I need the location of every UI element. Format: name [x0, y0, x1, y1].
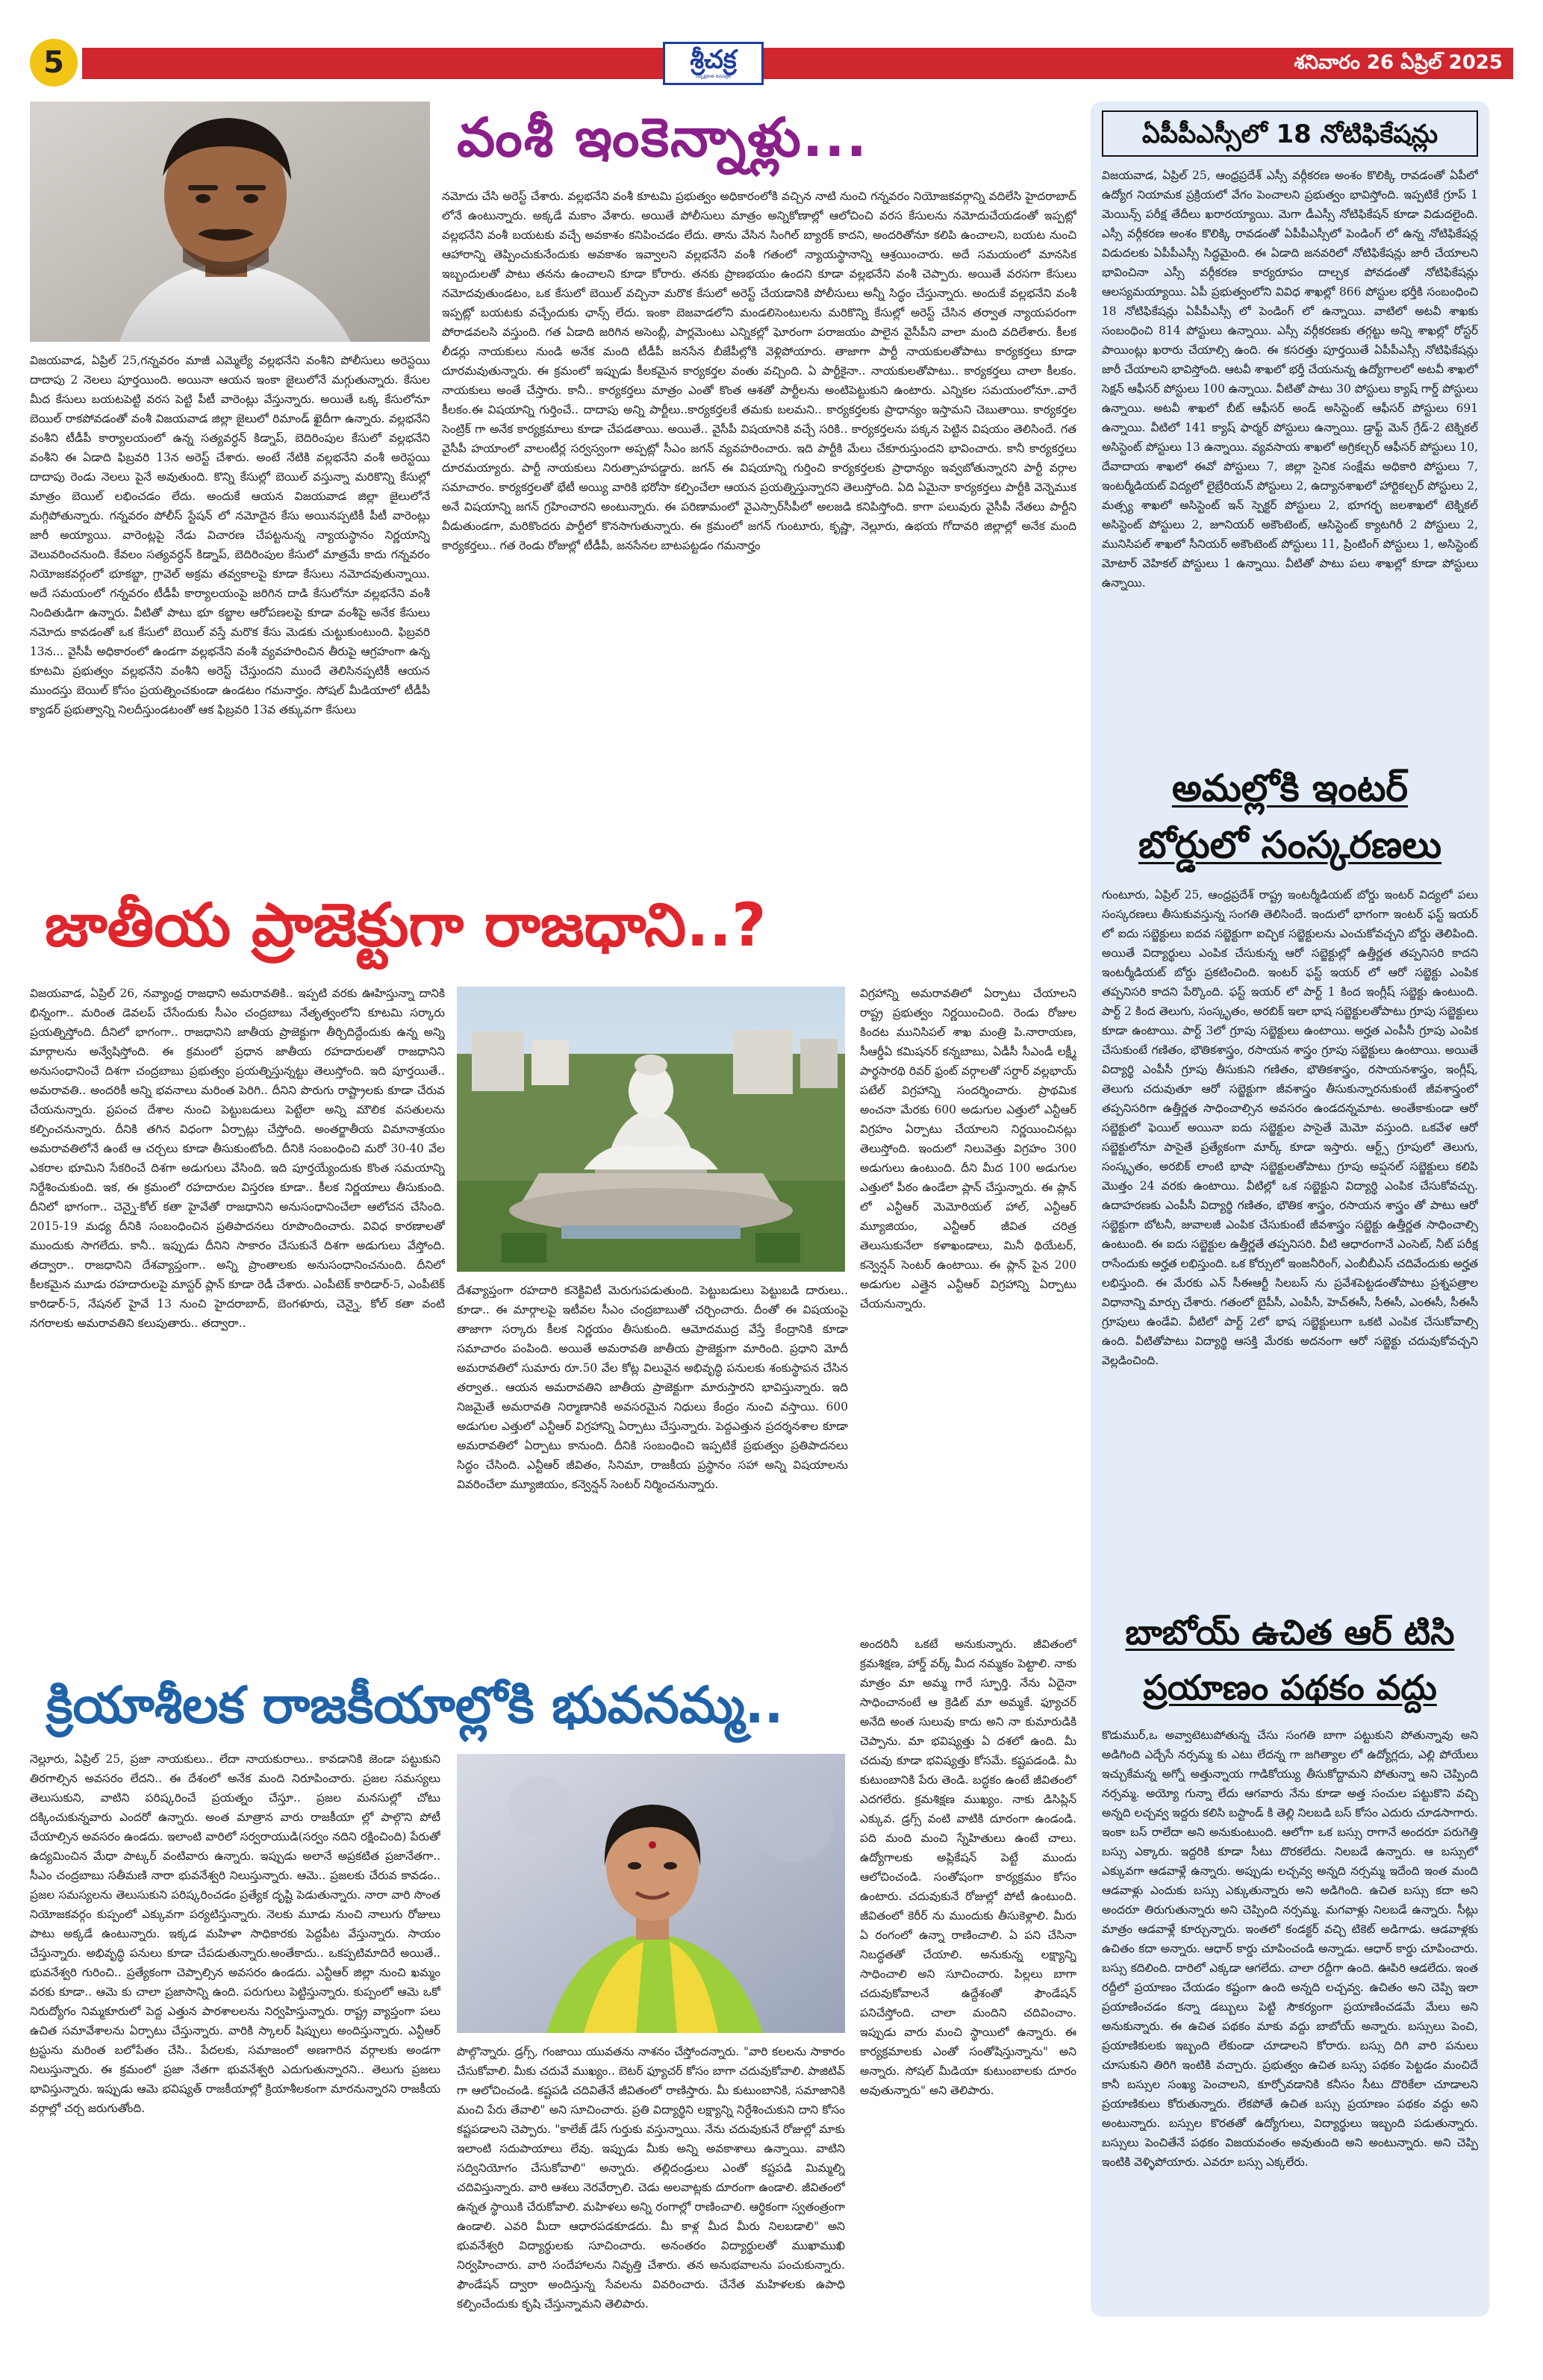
newspaper-logo [663, 42, 764, 85]
logo-tagline: నిష్పక్షపాత దినపత్రిక [695, 74, 732, 79]
issue-date: శనివారం 26 ఏప్రిల్ 2025 [1294, 51, 1503, 74]
page-number: 5 [30, 39, 78, 87]
vamsi-headline: వంశీ ఇంకెన్నాళ్లు... [457, 106, 868, 169]
bhuvanamma-column-3: అందరినీ ఒకటే అనుకున్నారు. జీవితంలో క్రమశిక్షణ, హార్డ్ వర్క్ మీద నమ్మకం పెట్టాలి. నాకు మాత్రం మా అమ్మ గారే స్ఫూర్తి. నేను ఏదైనా సాధించానంటే ఆ క్రెడిట్ మా అమ్మకే. ఫ్యూచర్ అనేది అంత సులువు కాదు అని నా కుమారుడికి చెప్పాను. మా భవిష్యత్తు ఏ దశలో ఉంది. మీ చదువు కూడా భవిష్యత్తు కోసమే. కష్టపడండి. మీ కుటుంబానికి పేరు తెండి. బద్ధకం ఉంటే జీవితంలో ఎదగలేరు. క్రమశిక్షణ ముఖ్యం. నాకు డిసిప్లిన్ ఎక్కువ. డ్రగ్స్ వంటి వాటికి దూరంగా ఉండండి. పది మంది మంచి స్నేహితులు ఉంటే చాలు. ఉద్యోగాలకు అప్లికేషన్ పెట్టే ముందు ఆలోచించండి. సంతోషంగా కార్యక్రమం కోసం ఉంటారు. చదువుకునే రోజుల్లో పోటీ ఉంటుంది. జీవితంలో కెరీర్ ను ముందుకు తీసుకెళ్లాలి. మీరు ఏ రంగంలో ఉన్నా రాణించాలి. ఏ పని చేసినా నిబద్ధతతో చేయాలి. అనుకున్న లక్ష్యాన్ని సాధించాలి అని సూచించారు. పిల్లలు బాగా చదువుకోవాలనే ఉద్దేశంతో ఫౌండేషన్ పనిచేస్తోంది. చాలా మందిని చదివించాం. ఇప్పుడు వారు మంచి స్థాయిలో ఉన్నారు. ఈ కార్యక్రమాలకు ఎంతో సంతోషిస్తున్నాను" అని అన్నారు. సోషల్ మీడియా కుటుంబాలకు దూరం అవుతున్నారు" అని తెలిపారు. [860, 1637, 1076, 2097]
appsc-body: విజయవాడ, ఏప్రిల్ 25, ఆంధ్రప్రదేశ్ ఎస్సీ వర్గీకరణ అంశం కొలిక్కి రావడంతో ఏపీలో ఉద్యోగ నియామక ప్రక్రియలో వేగం పెంచాలని ప్రభుత్వం భావిస్తోంది. ఇప్పటికే గ్రూప్ 1 మెయిన్స్ పరీక్ష తేదీలు ఖరారయ్యాయి. మెగా డీఎస్సీ నోటిఫికేషన్ కూడా విడుదలైంది. ఎస్సీ వర్గీకరణ అంశం కొలిక్కి రావడంతో ఏపీపీఎస్సీలో పెండింగ్ లో ఉన్న నోటిఫికేషన్ల విడుదలకు ఏపీపీఎస్సీ సిద్ధమైంది. ఈ ఏడాది జనవరిలో నోటిఫికేషన్లు జారీ చేయాలని భావించినా ఎస్సీ వర్గీకరణ కార్యరూపం దాల్చక పోవడంతో నోటిఫికేషన్లు ఆలస్యమయ్యాయి. ఏపీ ప్రభుత్వంలోని వివిధ శాఖల్లో 866 పోస్టుల భర్తీకి సంబంధించి 18 నోటిఫికేషన్లు ఏపీపీఎస్సీ లో పెండింగ్ లో ఉన్నాయి. వాటిలో అటవీ శాఖకు సంబంధించి 814 పోస్టులు ఉన్నాయి. ఎస్సీ వర్గీకరణకు తగ్గట్టు అన్ని శాఖల్లో రోస్టర్ పాయింట్లు ఖరారు చేయాల్సి ఉంది. ఈ కసరత్తు పూర్తయితే ఏపీపీఎస్సీ నోటిఫికేషన్లు జారీ చేయాలని భావిస్తోంది. ఆటవీ శాఖలో భర్తీ చేయనున్న ఉద్యోగాలలో అటవీ శాఖలో సెక్షన్ ఆఫీసర్ పోస్టులు 100 ఉన్నాయి. వీటితో పాటు 30 పోస్టులు క్యాష్ గార్డ్ పోస్టులు ఉన్నాయి. అటవీ శాఖలో బీట్ ఆఫీసర్ అండ్ అసిస్టెంట్ ఆఫీసర్ పోస్టులు 691 ఉన్నాయి. వీటిలో 141 క్యాష్ ఫార్మర్ పోస్టులు ఉన్నాయి. డ్రాఫ్ట్ మెన్ గ్రేడ్-2 టెక్నికల్ అసిస్టెంట్ పోస్టులు 13 ఉన్నాయి. వ్యవసాయ శాఖలో అగ్రికల్చర్ ఆఫీసర్ పోస్టులు 10, దేవాదాయ శాఖలో ఈవో పోస్టులు 7, జిల్లా సైనిక సంక్షేమ అధికారి పోస్టులు 7, ఇంటర్మీడియట్ విద్యలో లైబ్రేరియన్ పోస్టులు 2, ఉద్యానశాఖలో హార్టికల్చర్ పోస్టులు 2, మత్స్య శాఖలో అసిస్టెంట్ ఇన్ స్పెక్టర్ పోస్టులు 2, భూగర్భ జలశాఖలో టెక్నికల్ అసిస్టెంట్ పోస్టులు 2, జూనియర్ అకౌంటెంట్, ఆసిస్టెంట్ క్యాటగిరీ 2 పోస్టులు 2, మునిసిపల్ శాఖలో సీనియర్ అకౌంటెంట్ పోస్టులు 11, ప్రింటింగ్ పోస్టులు 1, అసిస్టెంట్ మోటార్ వెహికల్ పోస్టులు 1 ఉన్నాయి. వీటితో పాటు పలు శాఖల్లో కూడా పోస్టులు ఉన్నాయి. [1102, 169, 1478, 590]
vamsi-column-2: నమోదు చేసి అరెస్ట్ చేశారు. వల్లభనేని వంశీ కూటమి ప్రభుత్వం అధికారంలోకి వచ్చిన నాటి నుంచి గన్నవరం నియోజకవర్గాన్ని వదిలేసి హైదరాబాద్ లోనే ఉంటున్నారు. అక్కడే మకాం వేశారు. అయితే పోలీసులు మాత్రం అన్నికోణాల్లో ఆలోచించి వరస కేసులను నమోదుచేయడంతో ఇప్పట్లో వల్లభనేని వంశీ బయటకు వచ్చే అవకాశం కనిపించడం లేదు. తాను వేసిన సింగిల్ బ్యారక్ కాదని, అందరితోనూ కలిపి ఉంచాలని, బయట నుంచి ఆహారాన్ని తెప్పించుకునేందుకు అవకాశం ఇవ్వాలని వల్లభనేని వంశీ గతంలో న్యాయస్థానాన్ని ఆశ్రయించారు. అదే సమయంలో మానసిక ఇబ్బందులతో పాటు తనను ఉంచాలని కూడా కోరారు. తనకు ప్రాణభయం ఉందని కూడా వల్లభనేని వంశీ చెప్పారు. అయితే వరసగా కేసులు నమోదవుతుండటం, ఒక కేసులో బెయిల్ వచ్చినా మరొక కేసులో అరెస్ట్ చేయడానికి పోలీసులు అన్నీ సిద్ధం చేస్తున్నారు. అందుకే వల్లభనేని వంశీ ఇప్పట్లో బయటకు వచ్చేందుకు ఛాన్స్ లేదు. ఇంకా బెజవాడలోని మండలిసెంటులను మరికొన్ని కేసుల్లో అరెస్ట్ చేసిన తర్వాత న్యాయపరంగా పోరాడవలసి వస్తుంది. గత ఏడాది జరిగిన అసెంబ్లీ, పార్లమెంటు ఎన్నికల్లో ఘోరంగా పరాజయం పాలైన వైసీపీని వాలా మంది వదిలేశారు. కీలక లీడర్లు నాయకులు నుండి అనేక మంది టీడీపీ జనసేన బీజేపీల్లోకి వెళ్లిపోయారు. తాజాగా పార్టీ నాయకులతోపాటు కార్యకర్తలు కూడా దూరమవుతున్నారు. ఈ క్రమంలో ఇప్పుడు కీలకమైన కార్యకర్తల వంతు వచ్చింది. ఏ పార్టీకైనా.. నాయకులతోపాటు.. కార్యకర్తలు చాలా కీలకం. నాయకులు అంతే చేస్తారు. కానీ.. కార్యకర్తలు మాత్రం ఎంతో కొంత ఆశతో పార్టీలను అంటిపెట్టుకుని ఉంటారు. ఎన్నికల సమయంలోనూ..వారే కీలకం.ఈ విషయాన్ని గుర్తించే.. దాదాపు అన్ని పార్టీలు..కార్యకర్తలకే తమకు బలమని.. కార్యకర్తలకు ప్రాధాన్యం ఇస్తామని చెబుతాయి. కార్యకర్తల సెంట్రిక్ గా అనేక కార్యక్రమాలు కూడా చేపడతాయి. అయితే.. వైసీపీ విషయానికి వచ్చే సరికి.. కార్యకర్తలను పక్కన పెట్టిన విషయం తెలిసిందే. గత వైసీపీ హయాంలో వాలంటీర్ల సర్వస్వంగా అప్పట్లో సీఎం జగన్ వ్యవహరించారు. ఇది పార్టీకి మేలు చేకూరుస్తుందని భావించారు. కానీ కార్యకర్తలు దూరమయ్యారు. పార్టీ నాయకులు నిరుత్సాహపడ్డారు. జగన్ ఈ విషయాన్ని గుర్తించి కార్యకర్తలకు ప్రాధాన్యం ఇవ్వబోతున్నారని పార్టీ వర్గాల సమాచారం. కార్యకర్తలతో భేటీ అయ్యి వారికి భరోసా కల్పించేలా ఆయన ప్రయత్నిస్తున్నారని తెలుస్తోంది. ఏది ఏమైనా కార్యకర్తలు పార్టీకి వెన్నెముక అనే విషయాన్ని జగన్ గ్రహించారని అంటున్నారు. ఈ పరిణామంలో వైఎస్సార్‌సీపీలో అలజడి కనిపిస్తోంది. కాగా పలువురు వైసీపీ నేతలు పార్టీని వీడుతుండగా, మరికొందరు పార్టీలో కొనసాగుతున్నారు. ఈ క్రమంలో జగన్ గుంటూరు, కృష్ణా, నెల్లూరు, ఉభయ గోదావరి జిల్లాల్లో అనేక మంది కార్యకర్తలు.. గత రెండు రోజుల్లో టీడీపీ, జనసేనల బాటపట్టడం గమనార్హం [442, 190, 1076, 552]
bus-headline-line-1: బాబోయ్ ఉచిత ఆర్ టిసి [1125, 1612, 1455, 1652]
rajadhani-column-2: దేశవ్యాప్తంగా రహదారి కనెక్టివిటీ మెరుగుపడుతుంది. పెట్టుబడులు పెట్టుబడి దారులు.. కూడా.. ఈ మార్గాలపై ఇటీవల సీఎం చంద్రబాబుతో చర్చించారు. దీంతో ఈ విషయంపై తాజాగా సర్కారు కీలక నిర్ణయం తీసుకుంది. ఆమోదముద్ర వేస్తే కేంద్రానికి కూడా సమాచారం పంపింది. అయితే అమరావతి జాతీయ ప్రాజెక్టుగా మారింది. ప్రధాని మోదీ అమరావతిలో సుమారు రూ.50 వేల కోట్ల విలువైన అభివృద్ధి పనులకు శంకుస్థాపన చేసిన తర్వాత.. ఆయన అమరావతిని జాతీయ ప్రాజెక్టుగా మారుస్తారని భావిస్తున్నారు. ఇది నిజమైతే అమరావతి నిర్మాణానికి అవసరమైన నిధులు కేంద్రం నుంచి వస్తాయి. 600 అడుగుల ఎత్తులో ఎన్టీఆర్ విగ్రహాన్ని ఏర్పాటు చేస్తున్నారు. పెద్దఎత్తున ప్రదర్శనశాల కూడా అమరావతిలో ఏర్పాటు కానుంది. దీనికి సంబంధించి ఇప్పటికే ప్రభుత్వం ప్రతిపాదనలు సిద్ధం చేసింది. ఎన్టీఆర్ జీవితం, సినిమా, రాజకీయ ప్రస్థానం సహా అన్ని విషయాలను వివరించేలా మ్యూజియం, కన్వెన్షన్ సెంటర్ నిర్మించనున్నారు. [457, 1284, 848, 1491]
bus-body: కొడుముర్,ఒ అవ్వాటెటుపోతున్న చేసు సంగతి బాగా పట్టుకుని పోతున్నావు అని అడిగింది ఎద్చేసే నర్సమ్మ కు ఎటు లేదన్న గా జగిత్యాల లో ఉద్యోగ్లదు, ఎల్లి పోయేలు ఇచ్చుకేమన్న అగ్నో అత్తున్నాయ గాడికోయ్యు తీసుకోద్దామని పోతున్నా అని చెప్పింది నర్సమ్మ. అయ్యో గున్నా లేదు ఆగవారు నేను కూడా అత్త సంచుల పట్టుకొని వచ్చి అన్నది లచ్చవ్వ ఇద్దరు కలిసి బస్టాండ్ కి తెల్లి నిలబడి బస్ కోసం ఎదురు చూడసాగారు. ఇంకా బస్ రాలేదా అని అనుకుంటుంది. ఆలోగా ఒక బస్సు రాగానే అందరూ పరుగెత్తి బస్సు ఎక్కారు. ఇద్దరికి కూడా సీటు దొరకలేదు. నిలబడే ఉన్నారు. ఆ బస్సులో ఎక్కువగా ఆడవాళ్లే ఉన్నారు. అప్పుడు లచ్చవ్వ అన్నది నర్సమ్మ ఇదేంది ఇంత మంది ఆడవాళ్లు ఎందుకు బస్సు ఎక్కుతున్నారు అని అడిగింది. ఉచిత బస్సు కదా అని అందరూ తిరుగుతున్నారు అని చెప్పింది నర్సమ్మ. మగవాళ్లు నిలబడే ఉన్నారు. సీట్లు మాత్రం ఆడవాళ్లే కూర్చున్నారు. ఇంతలో కండక్టర్ వచ్చి టికెట్ అడిగాడు. ఆడవాళ్లకు ఉచితం కదా అన్నారు. ఆధార్ కార్డు చూపించండి అన్నాడు. ఆధార్ కార్డు చూపించారు. బస్సు కదిలింది. దారిలో ఎక్కడా ఆగలేదు. చాలా రద్దీగా ఉంది. ఊపిరి ఆడలేదు. ఇంత రద్దీలో ప్రయాణం చేయడం కష్టంగా ఉంది అన్నది లచ్చవ్వ. ఉచితం అని చెప్పి ఇలా ప్రయాణించడం కన్నా డబ్బులు పెట్టి సౌకర్యంగా ప్రయాణించడమే మేలు అని అనుకున్నారు. ఈ ఉచిత పథకం మాకు వద్దు బాబోయ్ అన్నారు. బస్సులు పెంచి, ప్రయాణికులకు ఇబ్బంది లేకుండా చూడాలని కోరారు. బస్సు దిగి వారి పనులు చూసుకుని తిరిగి ఇంటికి వచ్చారు. ప్రభుత్వం ఉచిత బస్సు పథకం పెట్టడం మంచిదే కానీ బస్సుల సంఖ్య పెంచాలని, కూర్చోవడానికి కనీసం సీటు దొరికేలా చూడాలని ప్రయాణికులు కోరుతున్నారు. లేకపోతే ఉచిత బస్సు ప్రయాణం పథకం వద్దు అని అంటున్నారు. బస్సుల కొరతతో ఉద్యోగులు, విద్యార్థులు ఇబ్బంది పడుతున్నారు. బస్సులు పెంచితేనే పథకం విజయవంతం అవుతుంది అని అంటున్నారు. అని చెప్పి ఇంటికి వెళ్ళిపోయారు. ఎవరూ బస్సు ఎక్కలేరు. [1102, 1728, 1478, 2169]
inter-body: గుంటూరు, ఏప్రిల్ 25, ఆంధ్రప్రదేశ్ రాష్ట్ర ఇంటర్మీడియట్ బోర్డు ఇంటర్ విద్యలో పలు సంస్కరణలు తీసుకువస్తున్న సంగతి తెలిసిందే. ఇందులో భాగంగా ఇంటర్ ఫస్ట్ ఇయర్ లో ఐదు సబ్జెక్టులు ఐదవ సబ్జెక్టుగా ఐచ్ఛిక సబ్జెక్టులను ఎంచుకోవచ్చని బోర్డు తెలిపింది. అయితే విద్యార్థులు ఎంపిక చేసుకున్న ఆరో సబ్జెక్టుల్లో ఉత్తీర్ణత తప్పనిసరి కాదని ఇంటర్మీడియట్ బోర్డు ప్రకటించింది. ఇంటర్ ఫస్ట్ ఇయర్ లో ఆరో సబ్జెక్టు ఎంపిక తప్పనిసరి కాదని పేర్కొంది. ఫస్ట్ ఇయర్ లో పార్ట్ 1 కింద ఇంగ్లీష్ సబ్జెక్టు ఉంటుంది. పార్ట్ 2 కింద తెలుగు, సంస్కృతం, అరబిక్ ఇలా భాష సబ్జెక్టులతోపాటు గ్రూపు సబ్జెక్టులు కూడా ఉంటాయి. పార్ట్ 3లో గ్రూపు సబ్జెక్టులు ఉంటాయి. అర్హత ఎంపీసీ గ్రూపు ఎంపిక చేసుకుంటే గణితం, భౌతికశాస్త్రం, రసాయన శాస్త్రం గ్రూపు సబ్జెక్టులు ఉంటాయి. అయితే విద్యార్థి ఎంపీసీ గ్రూపు తీసుకుని గణితం, భౌతికశాస్త్రం, రసాయనశాస్త్రం, ఇంగ్లీష్, తెలుగు చదువుతూ ఆరో సబ్జెక్టుగా జీవశాస్త్రం తీసుకున్నారనుకుంటే జీవశాస్త్రంలో తప్పనిసరిగా ఉత్తీర్ణత సాధించాల్సిన అవసరం ఉండదన్నమాట. అంతేకాకుండా ఆరో సబ్జెక్టులో ఫెయిల్ అయినా ఐదు సబ్జెక్టుల పాసైతే మెమో వస్తుంది. ఒకవేళ ఆరో సబ్జెక్టులోనూ పాసైతే ప్రత్యేకంగా మార్క్ కూడా ఇస్తారు. ఆర్ట్స్ గ్రూపులో తెలుగు, సంస్కృతం, అరబిక్ లాంటి భాషా సబ్జెక్టులతోపాటు గ్రూపు అప్షనల్ సబ్జెక్టులు కలిపి మొత్తం 24 వరకు ఉంటాయి. వీటిల్లో ఒక సబ్జెక్టుని విద్యార్థి ఎంపిక చేసుకోవచ్చు. ఉదాహరణకు ఎంపీసీ విద్యార్థి గణితం, భౌతిక శాస్త్రం, రసాయన శాస్త్రం తో పాటు ఆరో సబ్జెక్టుగా బోటనీ, జువాలజీ ఎంపిక చేసుకుంటే జీవశాస్త్రం సబ్జెక్టు ఉత్తీర్ణత సాధించాల్సి ఉంటుంది. ఈ ఐదు సబ్జెక్టుల ఉత్తీర్ణతే తప్పనిసరి. వీటి ఆధారంగానే ఎంసెట్, నీట్ పరీక్ష రాసేందుకు అర్హత లభిస్తుంది. ఒక కోర్సులో ఇంజనీరింగ్, ఎంబీబీఎస్ చదివేందుకు అర్హత లభిస్తుంది. ఈ మేరకు ఎన్ సీఈఆర్టీ సిలబస్ ను ప్రవేశపెట్టడంతోపాటు ప్రశ్నపత్రాల విధానాన్ని మార్చు చేశారు. గతంలో బైపీసీ, ఎంపీసీ, హెచ్ఈసీ, సీఈసీ, ఎంఈసీ, సీఈసీ గ్రూపులు ఉండేవి. వీటిలో పార్ట్ 2లో భాష సబ్జెక్టులుగా ఒకటి ఎంపిక చేసుకోవాల్సి ఉంది. వీటితోపాటు విద్యార్థి ఆసక్తి మేరకు అదనంగా ఆరో సబ్జెక్టు చదువుకోవచ్చని వెల్లడించింది. [1102, 888, 1478, 1367]
rajadhani-column-3: విగ్రహాన్ని అమరావతిలో ఏర్పాటు చేయాలని రాష్ట్ర ప్రభుత్వం నిర్ణయించింది. రెండు రోజుల కిందట మునిసిపల్ శాఖ మంత్రి పి.నారాయణ, సీఆర్డీఏ కమిషనర్ కన్నబాబు, ఏడీసీ సీఎండీ లక్ష్మీ పార్థసారథి రివర్ ఫ్రంట్ వర్గాలతో సర్దార్ వల్లభాయ్ పటేల్ విగ్రహాన్ని సందర్శించారు. ప్రాథమిక అంచనా మేరకు 600 అడుగుల ఎత్తులో ఎన్టీఆర్ విగ్రహం ఏర్పాటు చేయాలని నిర్ణయించినట్లు తెలుస్తోంది. ఇందులో నిలువెత్తు విగ్రహం 300 అడుగులు ఉంటుంది. దీని మీద 100 అడుగుల ఎత్తులో పీఠం ఉండేలా ప్లాన్ చేస్తున్నారు. ఈ ప్లాన్ లో ఎన్టీఆర్ మెమోరియల్ హాల్, ఎన్టీఆర్ మ్యూజియం, ఎన్టీఆర్ జీవిత చరిత్ర తెలుసుకునేలా కళాఖండాలు, మినీ థియేటర్, కన్వెన్షన్ సెంటర్ ఉంటాయి. ఈ ప్లాన్ పైన 200 అడుగుల ఎత్తైన ఎన్టీఆర్ విగ్రహాన్ని ఏర్పాటు చేయనున్నారు. [860, 987, 1076, 1311]
bus-headline-line-2: ప్రయాణం పథకం వద్దు [1143, 1667, 1437, 1708]
rajadhani-column-1: విజయవాడ, ఏప్రిల్ 26, నవ్యాంధ్ర రాజధాని అమరావతికి.. ఇప్పటి వరకు ఊహిస్తున్నా దానికి భిన్నంగా.. మరింత డెవలప్ చేసేందుకు సీఎం చంద్రబాబు నేతృత్వంలోని కూటమి సర్కారు ప్రయత్నిస్తోంది. దీనిలో భాగంగా.. రాజధానిని జాతీయ ప్రాజెక్టుగా తీర్చిదిద్దేందుకు ఉన్న అన్ని మార్గాలను అన్వేషిస్తోంది. ఈ క్రమంలో ప్రధాన జాతీయ రహదారులతో రాజధానిని అనుసంధానించే దిశగా చంద్రబాబు ప్రభుత్వం ప్రయత్నిస్తున్నట్టు తెలుస్తోంది. ఇది పూర్తయితే.. అమరావతి.. అందరికీ అన్ని భవనాలు మరింత పెరిగి.. దీనిని పొరుగు రాష్ట్రాలకు కూడా చేరువ చేయనున్నారు. ప్రపంచ దేశాల నుంచి పెట్టుబడులు పెట్టేలా అన్ని మౌలిక వసతులను కల్పించనున్నారు. దీనికి తగిన విధంగా ఏర్పాట్లు చేస్తోంది. అంతర్జాతీయ విమానాశ్రయం అమరావతిలోనే ఉంటే ఆ చర్చలు కూడా తీసుకుంటోంది. దీనికి సంబంధించి మరో 30-40 వేల ఎకరాల భూమిని సేకరించే దిశగా అడుగులు వేసింది. ఇది పూర్తయ్యేందుకు కొంత సమయాన్ని నిర్దేశించుకుంది. ఇక, ఈ క్రమంలో రహదారుల విస్తరణ కూడా.. కీలక నిర్ణయాలు తీసుకుంది. దీనిలో భాగంగా.. చెన్నై-కోల్ కతా హైవేతో రాజధానిని అనుసంధానించేలా ఆలోచన చేసింది. 2015-19 మధ్య దీనికి సంబంధించిన ప్రతిపాదనలు రూపొందించారు. వివిధ కారణాలతో ముందుకు సాగలేదు. కానీ.. ఇప్పుడు దీనిని సాకారం చేసుకునే దిశగా అడుగులు వేస్తోంది. తద్వారా.. రాజధానిని దేశవ్యాప్తంగా.. అన్ని ప్రాంతాలకు అనుసంధానించనుంది. దీనిలో కీలకమైన మూడు రహదారులపై మాస్టర్ ప్లాన్ కూడా రెడీ చేశారు. ఎంపీటెక్ కారిడార్-5, ఎంపీటెక్ కారిడార్-5, నేషనల్ హైవే 13 నుంచి హైదరాబాద్, బెంగళూరు, చెన్నై, కోల్ కతా వంటి నగరాలకు అమరావతిని కలుపుతారు.. తద్వారా.. [30, 987, 445, 1330]
inter-headline-line-2: బోర్డులో సంస్కరణలు [1138, 823, 1442, 866]
bhuvaneswari-photo [457, 1754, 845, 2033]
vamsi-column-1: విజయవాడ, ఏప్రిల్ 25,గన్నవరం మాజీ ఎమ్మెల్యే వల్లభనేని వంశీని పోలీసులు అరెస్టయి దాదాపు 2 నెలలు పూర్తయింది. అయినా ఆయన ఇంకా జైలులోనే మగ్గుతున్నారు. కేసుల మీద కేసులు బయటపెట్టి వరస పెట్టి పీటీ వారెంట్లు వేస్తున్నారు. అయితే ఒక్క కేసులోనూ బెయిల్ రాకపోవడంతో వంశీ విజయవాడ జిల్లా జైలులో రిమాండ్ ఖైదీగా ఉన్నారు. వల్లభనేని వంశీని టీడీపీ కార్యాలయంలో ఉన్న సత్యవర్ధన్ కిడ్నాప్, బెదిరింపుల కేసులో వల్లభనేని వంశీని ఈ ఏడాది ఫిబ్రవరి 13న అరెస్ట్ చేశారు. అంటే నేటికి వల్లభనేని వంశీ అరెస్టయి దాదాపు రెండు నెలలు పైనే అవుతుంది. కొన్ని కేసుల్లో బెయిల్ వస్తున్నా మరికొన్ని కేసుల్లో మాత్రం బెయిల్ లభించడం లేదు. అందుకే ఆయన విజయవాడ జిల్లా జైలులోనే మగ్గిపోతున్నారు. గన్నవరం పోలీస్ స్టేషన్ లో నమోదైన కేసు అయినప్పటికీ పీటీ వారెంట్లు జారీ అయ్యాయి. వారెంట్లపై నేడు విచారణ చేపట్టనున్న న్యాయస్థానం నిర్ణయాన్ని వెలువరించనుంది. కేవలం సత్యవర్ధన్ కిడ్నాప్, బెదిరింపుల కేసులో మాత్రమే కాదు గన్నవరం నియోజకవర్గంలో భూకబ్జా, గ్రావెల్ అక్రమ తవ్వకాలపై కూడా కేసులు నమోదవుతున్నాయి. అదే సమయంలో గన్నవరం టీడీపీ కార్యాలయంపై జరిగిన దాడి కేసులోనూ వల్లభనేని వంశీ నిందితుడిగా ఉన్నారు. వీటితో పాటు భూ కబ్జాల ఆరోపణలపై కూడా వంశీపై అనేక కేసులు నమోదు కావడంతో ఒక కేసులో బెయిల్ వస్తే మరొక కేసు మెడకు చుట్టుకుంటుంది. ఫిబ్రవరి 13న... వైసీపీ అధికారంలో ఉండగా వల్లభనేని వంశీ వ్యవహరించిన తీరుపై ఆగ్రహంగా ఉన్న కూటమి ప్రభుత్వం వల్లభనేని వంశీని అరెస్ట్ చేస్తుందని ముందే తెలిసినప్పటికీ ఆయన ముందస్తు బెయిల్ కోసం ప్రయత్నించకుండా ఉండటం గమనార్హం. సోషల్ మీడియాలో టీడీపీ క్యాడర్ ప్రభుత్వాన్ని నిలదీస్తుండటంతో ఆక ఫిబ్రవరి 13వ తక్కువగా కేసులు [30, 354, 430, 716]
amaravati-buddha-photo [457, 987, 845, 1272]
vamsi-photo [30, 101, 430, 342]
inter-headline-line-1: అమల్లోకి ఇంటర్ [1171, 766, 1409, 810]
bhuvanamma-column-2: పొల్గొన్నారు. డ్రగ్స్, గంజాయి యువతను నాశనం చేస్తోందన్నారు. "వారి కలలను సాకారం చేసుకోవాలి. మీకు చదువే ముఖ్యం.. బెటర్ ఫ్యూచర్ కోసం బాగా చదువుకోవాలి. పాజిటివ్ గా ఆలోచించండి. కష్టపడి చదివితేనే జీవితంలో రాణిస్తారు. మీ కుటుంబానికి, సమాజానికి మంచి పేరు తేవాలి" అని సూచించారు. ప్రతి విద్యార్థిని లక్ష్యాన్ని నిర్దేశించుకుని దాని కోసం కష్టపడాలని చెప్పారు. "కాలేజ్ డేస్ గుర్తుకు వస్తున్నాయి. నేను చదువుకునే రోజుల్లో మాకు ఇలాంటి సదుపాయాలు లేవు. ఇప్పుడు మీకు అన్ని అవకాశాలు ఉన్నాయి. వాటిని సద్వినియోగం చేసుకోవాలి" అన్నారు. తల్లిదండ్రులు ఎంతో కష్టపడి మిమ్మల్ని చదివిస్తున్నారు. వారి ఆశలు నెరవేర్చాలి. చెడు అలవాట్లకు దూరంగా ఉండాలి. జీవితంలో ఉన్నత స్థాయికి చేరుకోవాలి. మహిళలు అన్ని రంగాల్లో రాణించాలి. ఆర్థికంగా స్వతంత్రంగా ఉండాలి. ఎవరి మీదా ఆధారపడకూడదు. మీ కాళ్ల మీద మీరు నిలబడాలి" అని భువనేశ్వరి విద్యార్థులకు సూచించారు. అనంతరం విద్యార్థులతో ముఖాముఖి నిర్వహించారు. వారి సందేహాలను నివృత్తి చేశారు. తన అనుభవాలను పంచుకున్నారు. ఫౌండేషన్ ద్వారా అందిస్తున్న సేవలను వివరించారు. చేనేత మహిళలకు ఉపాధి కల్పించేందుకు కృషి చేస్తున్నామని తెలిపారు. [457, 2045, 845, 2311]
bhuvanamma-headline: క్రియాశీలక రాజకీయాల్లోకి భువనమ్మ.. [46, 1676, 784, 1735]
bhuvaneswari-illustration [457, 1754, 845, 2033]
masthead [30, 43, 1513, 82]
amaravati-buddha-illustration [457, 987, 845, 1272]
bhuvanamma-column-1: నెల్లూరు, ఏప్రిల్ 25, ప్రజా నాయకులు.. లేదా నాయకురాలు.. కావడానికి జెండా పట్టుకుని తిరగాల్సిన అవసరం లేదని.. ఈ దేశంలో అనేక మంది నిరూపించారు. ప్రజల సమస్యలు తెలుసుకుని, వాటిని పరిష్కరించే ప్రయత్నం చేస్తూ.. ప్రజల మనసుల్లో చోటు దక్కించుకున్నవారు ఎందరో ఉన్నారు. అంత మాత్రాన వారు రాజకీయా ల్లో పాల్గొని పోటీ చేయాల్సిన అవసరం ఉండదు. ఇలాంటి వారిలో సర్వరాయుడి(సర్వం నదిని రక్షించింది) పేరుతో ఉద్యమించిన మేధా పాట్కర్ వంటివారు ఉన్నారు. ఇప్పుడు అలానే అప్రకటిత ప్రజానేతగా.. సీఎం చంద్రబాబు సతీమణి నారా భువనేశ్వరి నిలుస్తున్నారు. ఆమె.. ప్రజలకు చేరువ కావడం.. ప్రజల సమస్యలను తెలుసుకుని పరిష్కరించడం ప్రత్యేక దృష్టి పెడుతున్నారు. నారా వారి సొంత నియోజకవర్గం కుప్పంలో ఎక్కువగా పర్యటిస్తున్నారు. నెలకు మూడు నుంచి నాలుగు రోజులు పాటు అక్కడే ఉంటున్నారు. ఇక్కడ మహిళా సాధికారకు పెద్దపీట వేస్తున్నారు. సాయం చేస్తున్నారు. అభివృద్ధి పనులు కూడా చేపడుతున్నారు.అంతేకాదు.. ఒకప్పటిమాదిరే అయితే.. భువనేశ్వరి గురించి.. ప్రత్యేకంగా చెప్పాల్సిన అవసరం ఉండదు. ఎన్టీఆర్ జిల్లా నుంచి ఖమ్మం వరకు కూడా.. ఆమె కు చాలా ప్రజాసాన్ని ఉంది. పరుగులు పెట్టిస్తున్నారు. కుప్పంలో ఆమె ఒకో నిరుద్యోగం నిమ్మకూరులో పెద్ద ఎత్తున పారశాలలను నిర్వహిస్తున్నారు. రాష్ట్ర వ్యాప్తంగా పలు ఉచిత సమావేశాలను ఏర్పాటు చేస్తున్నారు. వారికి స్కాలర్ షిప్పులు అందిస్తున్నారు. ఎన్టీఆర్ ట్రస్టును మరింత బలోపేతం చేసి.. పేదలకు, సమాజంలో అణగారిన వర్గాలకు అండగా నిలుస్తున్నారు. ఈ క్రమంలో ప్రజా నేతగా భువనేశ్వరి ఎదుగుతున్నారని.. తెలుగు ప్రజలు భావిస్తున్నారు. ఇప్పుడు ఆమె భవిష్యత్ రాజకీయాల్లో క్రియాశీలకంగా మారనున్నారని రాజకీయ వర్గాల్లో చర్చ జరుగుతోంది. [30, 1752, 440, 2115]
appsc-headline: ఏపీపీఎస్సీలో 18 నోటిఫికేషన్లు [1141, 119, 1438, 149]
vamsi-photo-illustration [30, 101, 430, 342]
appsc-headline-box [1102, 110, 1478, 157]
rajadhani-headline: జాతీయ ప్రాజెక్టుగా రాజధాని..? [45, 890, 767, 960]
logo-title: శ్రీచక్ర [690, 45, 737, 75]
